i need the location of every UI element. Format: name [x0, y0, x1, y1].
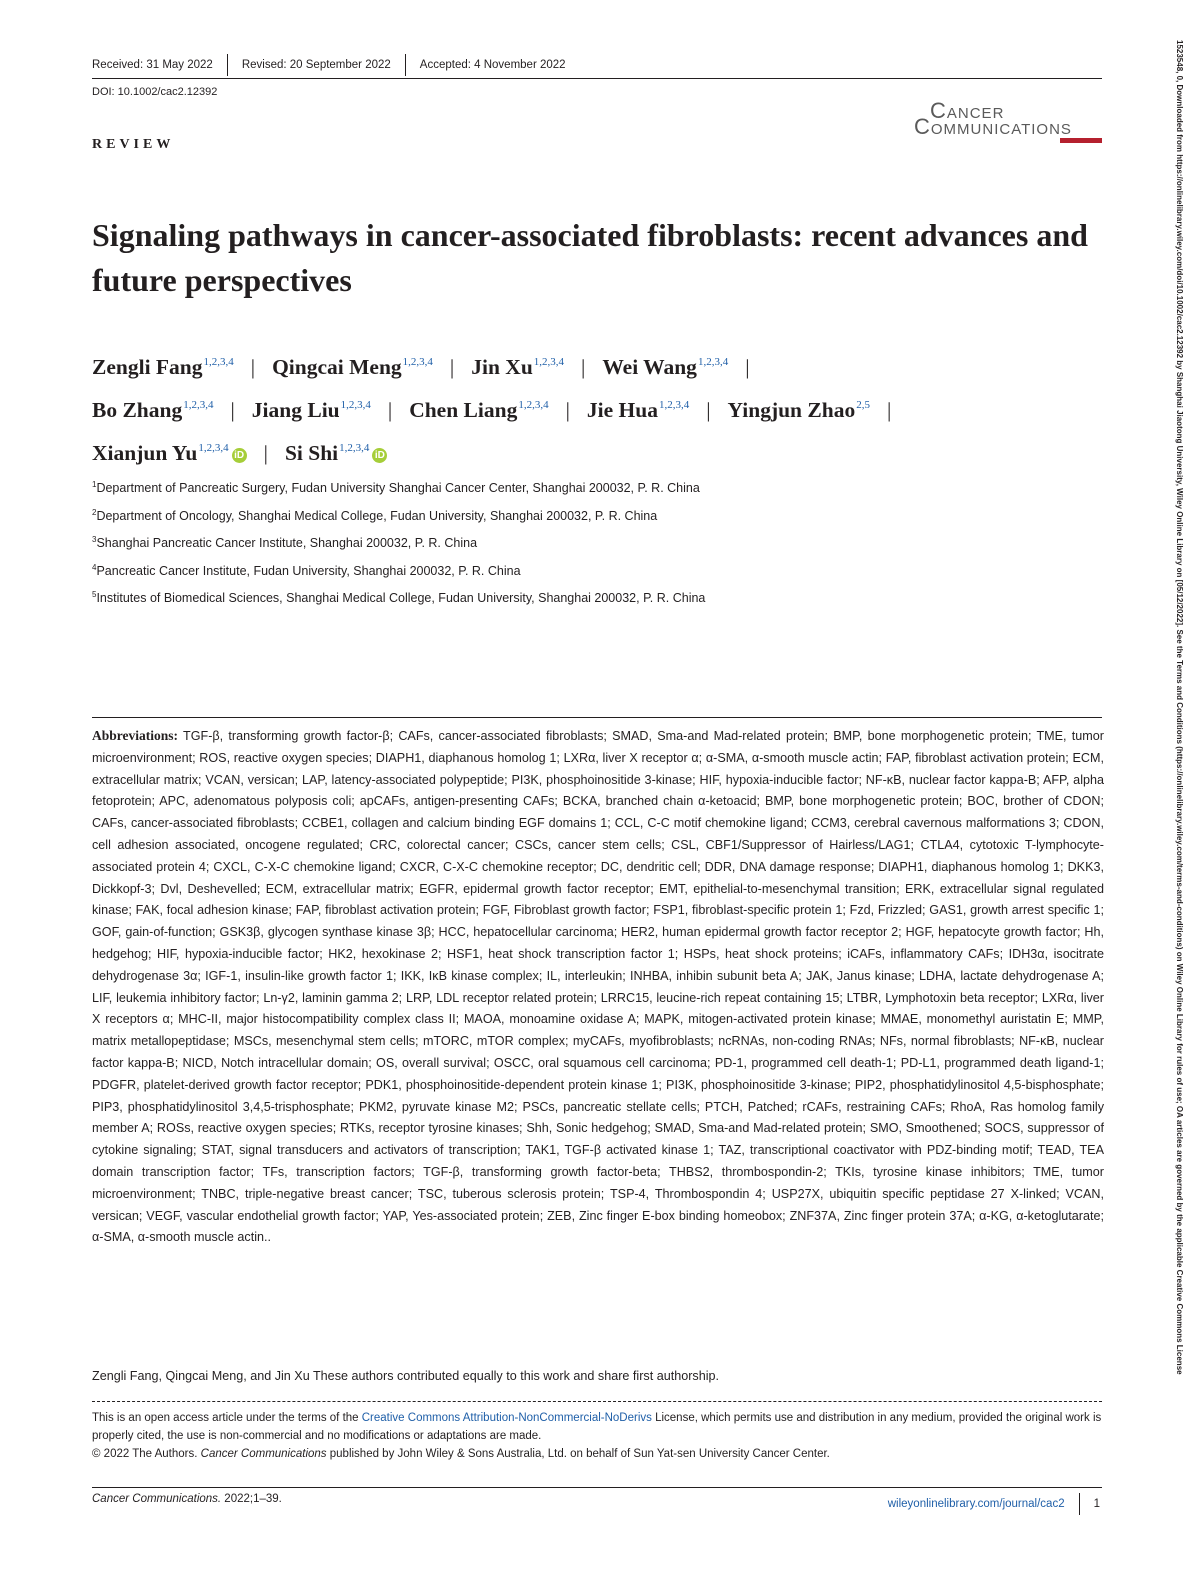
- affiliation-text: Institutes of Biomedical Sciences, Shanghai Medical College, Fudan University, Shanghai 200032, P. R. China: [96, 591, 706, 605]
- footer-right: [888, 1493, 1100, 1515]
- journal-url-link[interactable]: wileyonlinelibrary.com/journal/cac2: [887, 1498, 1065, 1510]
- author: [587, 398, 689, 422]
- affiliation-text: Pancreatic Cancer Institute, Fudan University, Shanghai 200032, P. R. China: [96, 563, 521, 578]
- author-separator: |: [745, 355, 750, 379]
- affiliation-list: [92, 480, 705, 618]
- abbreviations-label: Abbreviations:: [92, 728, 179, 743]
- affiliation: [92, 508, 705, 536]
- publication-dates: [92, 54, 580, 76]
- footer-separator: [1079, 1493, 1080, 1515]
- author-separator: |: [387, 398, 393, 422]
- abbreviations-rule: [92, 717, 1102, 718]
- author-separator: |: [886, 398, 892, 422]
- affiliation-number: 5: [92, 590, 97, 599]
- author: [471, 355, 564, 379]
- author-affiliation-ref[interactable]: 1,2,3,4: [533, 356, 565, 368]
- author-name: Yingjun Zhao: [727, 398, 856, 422]
- license-statement: This is an open access article under the terms of the Creative Commons Attribution-NonCommercial-NoDerivs License, which permits use and distribution in any medium, provided the original work is properly cited, the use is non-commercial and no modifications or adaptations are made. © 2022 The Authors. Cancer Communications published by John Wiley & Sons Australia, Ltd. on behalf of Sun Yat-sen University Cancer Center.: [92, 1409, 1104, 1463]
- affiliation-number: 1: [92, 480, 97, 489]
- author: [92, 398, 213, 422]
- article-type: REVIEW: [92, 137, 175, 152]
- author-affiliation-ref[interactable]: 1,2,3,4: [340, 399, 371, 411]
- affiliation-text: Shanghai Pancreatic Cancer Institute, Shanghai 200032, P. R. China: [96, 536, 478, 550]
- affiliation-number: 2: [92, 507, 97, 517]
- author-name: Jiang Liu: [251, 398, 340, 422]
- author-affiliation-ref[interactable]: 1,2,3,4: [203, 356, 234, 368]
- author-separator: |: [263, 441, 268, 465]
- author-separator: |: [230, 398, 235, 422]
- author-separator: |: [706, 398, 711, 422]
- author: [272, 355, 433, 379]
- author-name: Chen Liang: [409, 398, 518, 422]
- journal-citation: Cancer Communications. 2022;1–39.: [92, 1493, 282, 1505]
- affiliation: [92, 563, 705, 591]
- logo-accent-bar: [1060, 138, 1102, 143]
- download-side-note: 1523548, 0, Downloaded from https://onlinelibrary.wiley.com/doi/10.1002/cac2.12392 by Shanghai Jiaotong University, Wiley Online Library on [05/12/2022]. See the Terms and Conditions (https://onlinelibrary.wiley.com/terms-and-conditions) on Wiley Online Library for rules of use; OA articles are governed by the applicable Creative Commons License: [1175, 40, 1184, 1375]
- author: [92, 355, 234, 379]
- equal-contribution-note: Zengli Fang, Qingcai Meng, and Jin Xu These authors contributed equally to this work and share first authorship.: [92, 1369, 720, 1383]
- author-separator: |: [449, 355, 455, 379]
- author: [728, 398, 870, 422]
- author: [252, 398, 371, 422]
- author-separator: |: [581, 355, 586, 379]
- author-name: Qingcai Meng: [272, 355, 402, 379]
- affiliation: [92, 535, 705, 563]
- author-affiliation-ref[interactable]: 1,2,3,4: [697, 356, 729, 368]
- author-name: Wei Wang: [602, 355, 697, 379]
- affiliation-number: 4: [92, 562, 97, 572]
- logo-line-1: CANCER: [930, 98, 1005, 123]
- author-name: Jie Hua: [586, 398, 658, 422]
- author: [602, 355, 728, 379]
- journal-logo: [914, 98, 1104, 146]
- author-affiliation-ref[interactable]: 1,2,3,4: [518, 399, 549, 411]
- author-affiliation-ref[interactable]: 2,5: [856, 399, 870, 411]
- accepted-date: Accepted: 4 November 2022: [419, 59, 566, 71]
- date-separator: [227, 54, 228, 76]
- abbreviations: [92, 725, 1104, 1249]
- orcid-icon[interactable]: iD: [232, 448, 247, 463]
- author-name: Si Shi: [284, 441, 339, 465]
- author: [92, 441, 247, 465]
- received-date: Received: 31 May 2022: [92, 59, 213, 71]
- affiliation: [92, 480, 705, 508]
- orcid-icon[interactable]: iD: [372, 448, 387, 463]
- author-name: Jin Xu: [471, 355, 533, 379]
- logo-line-2: COMMUNICATIONS: [914, 114, 1072, 139]
- page-number: 1: [1093, 1498, 1100, 1510]
- date-separator: [405, 54, 406, 76]
- author-separator: |: [565, 398, 570, 422]
- license-rule: [92, 1401, 1102, 1402]
- author-name: Bo Zhang: [92, 398, 183, 422]
- author-affiliation-ref[interactable]: 1,2,3,4: [339, 442, 370, 454]
- author-affiliation-ref[interactable]: 1,2,3,4: [183, 399, 214, 411]
- article-title: Signaling pathways in cancer-associated fibroblasts: recent advances and future perspectives: [92, 217, 1088, 298]
- affiliation: [92, 590, 705, 618]
- author-separator: |: [250, 355, 256, 379]
- author-affiliation-ref[interactable]: 1,2,3,4: [658, 399, 690, 411]
- affiliation-number: 3: [92, 535, 97, 544]
- copyright-line: © 2022 The Authors. Cancer Communications published by John Wiley & Sons Australia, Ltd. on behalf of Sun Yat-sen University Cancer Center.: [92, 1448, 830, 1460]
- author-name: Xianjun Yu: [92, 441, 198, 465]
- affiliation-text: Department of Pancreatic Surgery, Fudan University Shanghai Cancer Center, Shanghai 200032, P. R. China: [96, 481, 700, 495]
- author-affiliation-ref[interactable]: 1,2,3,4: [198, 442, 229, 454]
- abbreviations-text: TGF-β, transforming growth factor-β; CAFs, cancer-associated fibroblasts; SMAD, Sma-and Mad-related protein; BMP, bone morphogenetic protein; TME, tumor microenvironment; ROS, reactive oxygen species; DIAPH1, diaphanous homolog 1; LXRα, liver X receptor α; α-SMA, α-smooth muscle actin; FAP, fibroblast activation protein; ECM, extracellular matrix; VCAN, versican; LAP, latency-associated polypeptide; PI3K, phosphoinositide 3-kinase; HIF, hypoxia-inducible factor; NF-κB, nuclear factor kappa-B; AFP, alpha fetoprotein; APC, adenomatous polyposis coli; apCAFs, antigen-presenting CAFs; BCKA, branched chain α-ketoacid; BMP, bone morphogenetic protein; BOC, brother of CDON; CAFs, cancer-associated fibroblasts; CCBE1, collagen and calcium binding EGF domains 1; CCL, C-C motif chemokine ligand; CCM3, cerebral cavernous malformations 3; CDON, cell adhesion associated, oncogene regulated; CRC, colorectal cancer; CSCs, cancer stem cells; CSL, CBF1/Suppressor of Hairless/LAG1; CTLA4, cytotoxic T-lymphocyte-associated protein 4; CXCL, C-X-C chemokine ligand; CXCR, C-X-C chemokine receptor; DC, dendritic cell; DDR, DNA damage response; DIAPH1, diaphanous homolog 1; DKK3, Dickkopf-3; Dvl, Deshevelled; ECM, extracellular matrix; EGFR, epidermal growth factor receptor; EMT, epithelial-to-mesenchymal transition; ERK, extracellular signal regulated kinase; FAK, focal adhesion kinase; FAP, fibroblast activation protein; FGF, Fibroblast growth factor; FSP1, fibroblast-specific protein 1; Fzd, Frizzled; GAS1, growth arrest specific 1; GOF, gain-of-function; GSK3β, glycogen synthase kinase 3β; HCC, hepatocellular carcinoma; HER2, human epidermal growth factor receptor 2; HGF, hepatocyte growth factor; Hh, hedgehog; HIF, hypoxia-inducible factor; HK2, hexokinase 2; HSF1, heat shock transcription factor 1; HSPs, heat shock proteins; iCAFs, inflammatory CAFs; IDH3α, isocitrate dehydrogenase 3α; IGF-1, insulin-like growth factor 1; IKK, IκB kinase complex; IL, interleukin; INHBA, inhibin subunit beta A; JAK, Janus kinase; LDHA, lactate dehydrogenase A; LIF, leukemia inhibitory factor; Ln-γ2, laminin gamma 2; LRP, LDL receptor related protein; LRRC15, leucine-rich repeat containing 15; LTBR, Lymphotoxin beta receptor; LXRα, liver X receptors α; MHC-II, major histocompatibility complex class II; MAOA, monoamine oxidase A; MAPK, mitogen-activated protein kinase; MMAE, monomethyl auristatin E; MMP, matrix metallopeptidase; MSCs, mesenchymal stem cells; mTORC, mTOR complex; myCAFs, myofibroblasts; ncRNAs, non-coding RNAs; NFs, normal fibroblasts; NF-κB, nuclear factor kappa-B; NICD, Notch intracellular domain; OS, overall survival; OSCC, oral squamous cell carcinoma; PD-1, programmed cell death-1; PD-L1, programmed death ligand-1; PDGFR, platelet-derived growth factor receptor; PDK1, phosphoinositide-dependent protein kinase 1; PI3K, phosphoinositide 3-kinase; PIP2, phosphatidylinositol 4,5-bisphosphate; PIP3, phosphatidylinositol 3,4,5-trisphosphate; PKM2, pyruvate kinase M2; PSCs, pancreatic stellate cells; PTCH, Patched; rCAFs, restraining CAFs; RhoA, Ras homolog family member A; ROSs, reactive oxygen species; RTKs, receptor tyrosine kinases; Shh, Sonic hedgehog; SMAD, Sma-and Mad-related protein; SMO, Smoothened; SOCS, suppressor of cytokine signaling; STAT, signal transducers and activators of transcription; TAK1, TGF-β activated kinase 1; TAZ, transcriptional coactivator with PDZ-binding motif; TEAD, TEA domain transcription factor; TFs, transcription factors; TGF-β, transforming growth factor-beta; THBS2, thrombospondin-2; TKIs, tyrosine kinase inhibitors; TME, tumor microenvironment; TNBC, triple-negative breast cancer; TSC, tuberous sclerosis protein; TSP-4, Thrombospondin 4; USP27X, ubiquitin specific peptidase 27 X-linked; VCAN, versican; VEGF, vascular endothelial growth factor; YAP, Yes-associated protein; ZEB, Zinc finger E-box binding homeobox; ZNF37A, Zinc finger protein 37A; α-KG, α-ketoglutarate; α-SMA, α-smooth muscle actin..: [92, 729, 1104, 1245]
- author-list: [92, 343, 1112, 472]
- cc-license-link[interactable]: Creative Commons Attribution-NonCommercial-NoDerivs: [361, 1412, 652, 1424]
- author-affiliation-ref[interactable]: 1,2,3,4: [402, 356, 433, 368]
- author-name: Zengli Fang: [92, 355, 203, 379]
- author: [285, 441, 387, 465]
- revised-date: Revised: 20 September 2022: [241, 59, 391, 71]
- affiliation-text: Department of Oncology, Shanghai Medical College, Fudan University, Shanghai 200032, P. R. China: [96, 508, 658, 523]
- footer-rule: [92, 1487, 1102, 1488]
- header-rule: [92, 78, 1102, 79]
- doi[interactable]: DOI: 10.1002/cac2.12392: [92, 86, 218, 98]
- author: [409, 398, 548, 422]
